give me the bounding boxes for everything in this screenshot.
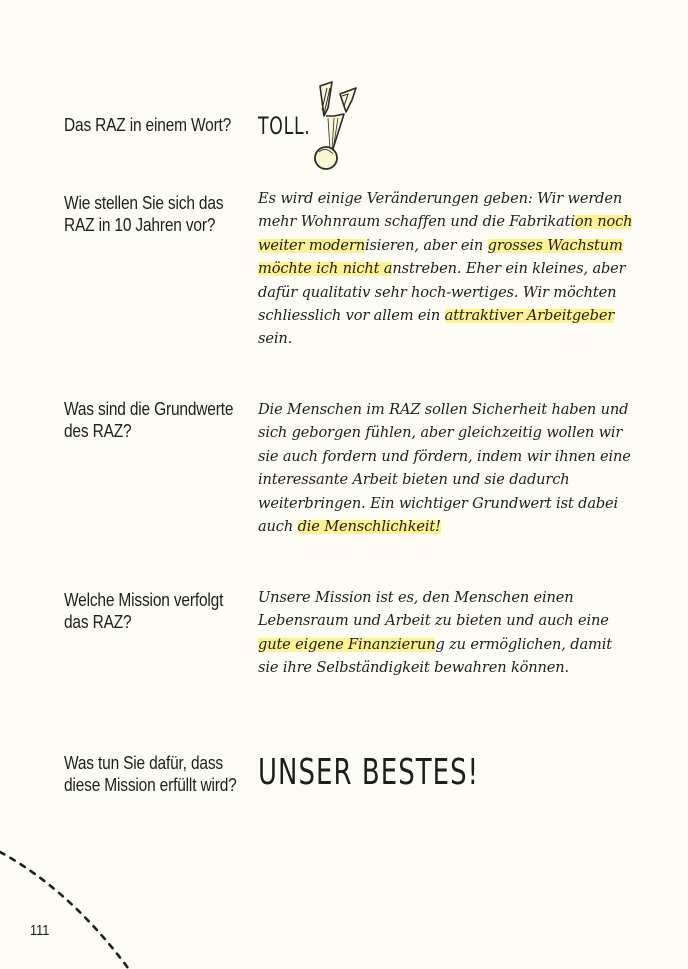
question-1: Das RAZ in einem Wort?	[64, 115, 232, 135]
page-number: 111	[30, 922, 50, 939]
answer-2-text: isieren, aber ein	[364, 236, 488, 254]
question-3: Was sind die Grundwerte des RAZ?	[64, 399, 234, 441]
answer-4-text: Unsere Mission ist es, den Menschen einen Lebensraum und Arbeit zu bieten und auch eine	[258, 589, 609, 630]
exclamation-doodle-icon	[306, 80, 362, 172]
answer-3-text: Die Menschen im RAZ sollen Sicherheit haben und sich geborgen fühlen, aber gleichzeitig wollen wir sie auch fordern und fördern, indem wir ihnen eine interessante Arbeit bieten und sie dadurch weiterbringen. Ein wichtiger Grundwert ist dabei auch	[258, 401, 631, 536]
answer-2-text: sein.	[258, 330, 293, 348]
question-2: Wie stellen Sie sich das RAZ in 10 Jahren vor?	[64, 193, 224, 235]
answer-4	[258, 586, 633, 680]
answer-3	[258, 398, 633, 538]
answer-5: UNSER BESTES!	[258, 752, 480, 793]
question-5: Was tun Sie dafür, dass diese Mission erfüllt wird?	[64, 753, 237, 795]
answer-2-text: nstreben. Eher ein kleines, aber dafür qualitativ sehr hoch-wertiges. Wir möchten schliesslich vor allem ein	[258, 260, 626, 325]
answer-3-highlight: die Menschlichkeit!	[297, 518, 441, 536]
answer-2-highlight: attraktiver Arbeitgeber	[444, 307, 615, 325]
question-4: Welche Mission verfolgt das RAZ?	[64, 590, 224, 632]
answer-2-highlight: grosses Wachstum möchte ich nicht a	[258, 236, 623, 278]
answer-2	[258, 187, 633, 351]
answer-4-highlight: gute eigene Finanzierun	[258, 635, 436, 653]
answer-1: TOLL.	[258, 112, 311, 140]
answer-2-highlight: on noch weiter modern	[258, 213, 633, 254]
dashed-curve-decoration	[0, 840, 140, 969]
answer-2-text: Es wird einige Veränderungen geben: Wir werden mehr Wohnraum schaffen und die Fabrikati	[258, 190, 623, 231]
answer-4-text: g zu ermöglichen, damit sie ihre Selbständigkeit bewahren können.	[258, 635, 612, 677]
